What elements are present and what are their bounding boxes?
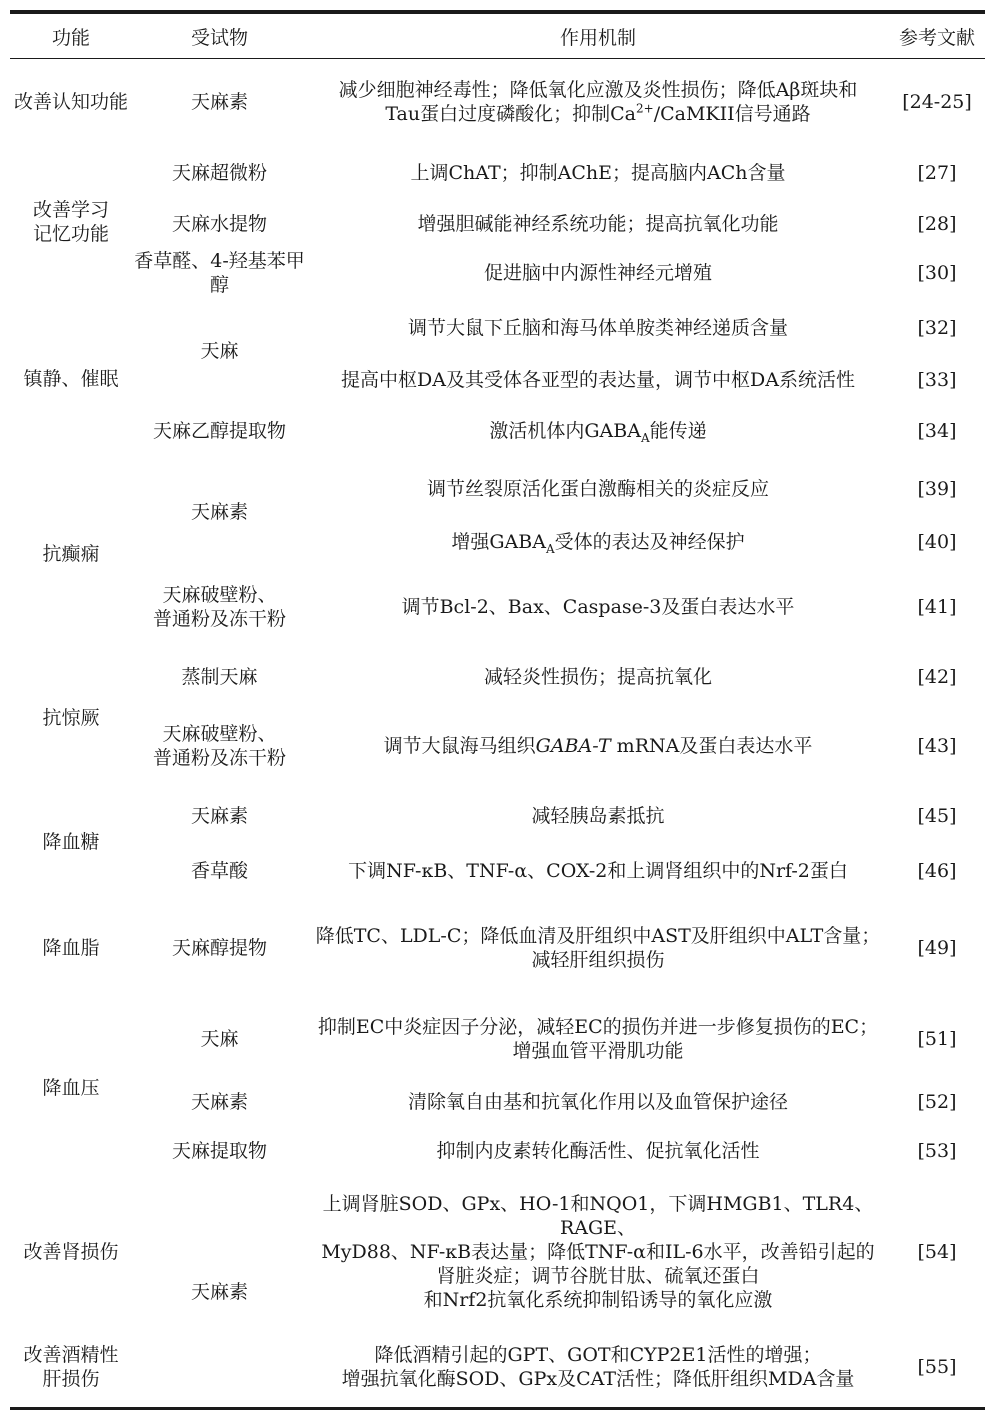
mechanism-cell: 调节Bcl-2、Bax、Caspase-3及蛋白表达水平 bbox=[401, 595, 795, 618]
subject-cell: 天麻醇提物 bbox=[171, 936, 267, 959]
table-row bbox=[10, 649, 985, 705]
reference-cell: [41] bbox=[917, 595, 957, 618]
subject-cell: 天麻素 bbox=[190, 1090, 248, 1113]
subject-cell: 天麻 bbox=[200, 1027, 239, 1050]
reference-cell: [24-25] bbox=[902, 90, 972, 113]
header-reference: 参考文献 bbox=[898, 26, 975, 49]
function-cell: 降血脂 bbox=[42, 936, 100, 959]
table-row bbox=[10, 897, 985, 999]
reference-cell: [45] bbox=[917, 804, 957, 827]
reference-cell: [52] bbox=[917, 1090, 957, 1113]
mechanism-text: 受体的表达及神经保护 bbox=[554, 530, 745, 553]
reference-cell: [46] bbox=[917, 859, 957, 882]
mechanism-cell: 减轻炎性损伤；提高抗氧化 bbox=[483, 665, 712, 688]
mechanism-text: 激活机体内GABA bbox=[489, 419, 641, 442]
table-row bbox=[10, 787, 985, 845]
table-row bbox=[10, 403, 985, 459]
mechanism-cell: 减轻胰岛素抵抗 bbox=[531, 804, 665, 827]
function-cell: 抗惊厥 bbox=[42, 706, 100, 729]
mechanism-line: 肾脏炎症；调节谷胱甘肽、硫氧还蛋白 bbox=[436, 1264, 760, 1287]
table-row bbox=[10, 1177, 985, 1327]
subject-cell: 香草酸 bbox=[190, 859, 248, 882]
subject-cell: 天麻乙醇提取物 bbox=[152, 419, 286, 442]
table-row bbox=[10, 59, 985, 145]
subject-cell: 天麻素 bbox=[190, 90, 248, 113]
subject-cell: 天麻水提物 bbox=[171, 212, 267, 235]
mechanism-line: /CaMKII信号通路 bbox=[653, 102, 811, 125]
subject-line: 普通粉及冻干粉 bbox=[152, 607, 286, 630]
subject-cell: 蒸制天麻 bbox=[181, 665, 258, 688]
function-cell: 降血压 bbox=[42, 1076, 100, 1099]
mechanism-cell: 增强胆碱能神经系统功能；提高抗氧化功能 bbox=[417, 212, 779, 235]
subscript: A bbox=[545, 541, 555, 556]
table-row bbox=[10, 247, 985, 299]
mechanism-cell bbox=[307, 1327, 889, 1409]
reference-cell: [54] bbox=[917, 1240, 957, 1263]
reference-cell: [53] bbox=[917, 1139, 957, 1162]
table-row bbox=[10, 1125, 985, 1177]
mechanism-text: 能传递 bbox=[649, 419, 707, 442]
reference-cell: [43] bbox=[917, 734, 957, 757]
mechanism-cell bbox=[307, 59, 889, 145]
mechanism-cell bbox=[307, 999, 889, 1079]
table-row bbox=[10, 565, 985, 649]
mechanism-cell bbox=[307, 705, 889, 787]
table-row bbox=[10, 999, 985, 1079]
mechanism-cell: 上调ChAT；抑制AChE；提高脑内ACh含量 bbox=[410, 161, 786, 184]
subject-cell bbox=[132, 705, 307, 787]
mechanism-cell bbox=[307, 897, 889, 999]
mechanism-cell: 抑制内皮素转化酶活性、促抗氧化活性 bbox=[436, 1139, 760, 1162]
function-cell: 改善肾损伤 bbox=[23, 1240, 119, 1263]
header-subject: 受试物 bbox=[190, 26, 248, 49]
table-row bbox=[10, 201, 985, 247]
subject-cell bbox=[132, 565, 307, 649]
subject-line: 普通粉及冻干粉 bbox=[152, 746, 286, 769]
mechanism-cell: 清除氧自由基和抗氧化作用以及血管保护途径 bbox=[407, 1090, 788, 1113]
subject-cell: 香草醛、4-羟基苯甲醇 bbox=[134, 249, 305, 296]
reference-cell: [28] bbox=[917, 212, 957, 235]
table-row bbox=[10, 145, 985, 201]
mechanism-cell: 下调NF-κB、TNF-α、COX-2和上调肾组织中的Nrf-2蛋白 bbox=[348, 859, 848, 882]
pharmacology-table bbox=[10, 10, 985, 1410]
table-row bbox=[10, 459, 985, 519]
mechanism-line: 和Nrf2抗氧化系统抑制铅诱导的氧化应激 bbox=[423, 1288, 773, 1311]
mechanism-line: 降低酒精引起的GPT、GOT和CYP2E1活性的增强； bbox=[374, 1343, 822, 1366]
mechanism-line: Tau蛋白过度磷酸化；抑制Ca bbox=[385, 102, 636, 125]
function-line: 改善酒精性 bbox=[23, 1343, 119, 1366]
mechanism-cell: 促进脑中内源性神经元增殖 bbox=[483, 261, 712, 284]
reference-cell: [27] bbox=[917, 161, 957, 184]
mechanism-line: 上调肾脏SOD、GPx、HO-1和NQO1，下调HMGB1、TLR4、RAGE、 bbox=[322, 1192, 874, 1239]
subject-cell: 天麻素 bbox=[190, 500, 248, 523]
subject-line: 天麻破壁粉、 bbox=[162, 722, 277, 745]
function-cell: 抗癫痫 bbox=[42, 542, 100, 565]
reference-cell: [34] bbox=[917, 419, 957, 442]
mechanism-cell: 提高中枢DA及其受体各亚型的表达量，调节中枢DA系统活性 bbox=[341, 368, 855, 391]
mechanism-text: mRNA及蛋白表达水平 bbox=[610, 734, 813, 757]
reference-cell: [33] bbox=[917, 368, 957, 391]
mechanism-text: 增强GABA bbox=[451, 530, 546, 553]
mechanism-cell bbox=[307, 403, 889, 459]
function-cell bbox=[10, 1327, 132, 1409]
mechanism-text: 调节大鼠海马组织 bbox=[383, 734, 536, 757]
mechanism-cell bbox=[307, 1177, 889, 1327]
subject-cell: 天麻超微粉 bbox=[171, 161, 267, 184]
function-line: 改善学习 bbox=[32, 198, 109, 221]
function-line: 肝损伤 bbox=[42, 1367, 100, 1390]
mechanism-line: 增强血管平滑肌功能 bbox=[512, 1039, 684, 1062]
table-row bbox=[10, 705, 985, 787]
function-cell: 改善认知功能 bbox=[13, 90, 128, 113]
header-mechanism: 作用机制 bbox=[559, 26, 636, 49]
subject-line: 天麻破壁粉、 bbox=[162, 583, 277, 606]
reference-cell: [55] bbox=[917, 1355, 957, 1378]
subject-cell: 天麻素 bbox=[190, 804, 248, 827]
header-function: 功能 bbox=[51, 26, 90, 49]
subject-cell: 天麻 bbox=[200, 339, 239, 362]
gene-name: GABA-T bbox=[535, 734, 611, 757]
table-row bbox=[10, 299, 985, 357]
mechanism-line: 降低TC、LDL-C；降低血清及肝组织中AST及肝组织中ALT含量； bbox=[315, 924, 881, 947]
reference-cell: [39] bbox=[917, 477, 957, 500]
function-cell: 降血糖 bbox=[42, 830, 100, 853]
table-row bbox=[10, 1079, 985, 1125]
function-line: 记忆功能 bbox=[32, 222, 109, 245]
mechanism-line: 减少细胞神经毒性；降低氧化应激及炎性损伤；降低Aβ斑块和 bbox=[338, 78, 858, 101]
mechanism-line: 抑制EC中炎症因子分泌，减轻EC的损伤并进一步修复损伤的EC； bbox=[317, 1015, 879, 1038]
mechanism-line: MyD88、NF-κB表达量；降低TNF-α和IL-6水平，改善铅引起的 bbox=[321, 1240, 875, 1263]
subject-cell: 天麻素 bbox=[190, 1280, 248, 1303]
mechanism-cell: 调节丝裂原活化蛋白激酶相关的炎症反应 bbox=[426, 477, 769, 500]
table-row bbox=[10, 845, 985, 897]
table-header-row bbox=[10, 12, 985, 59]
reference-cell: [42] bbox=[917, 665, 957, 688]
reference-cell: [32] bbox=[917, 316, 957, 339]
mechanism-line: 减轻肝组织损伤 bbox=[531, 948, 665, 971]
mechanism-line: 增强抗氧化酶SOD、GPx及CAT活性；降低肝组织MDA含量 bbox=[341, 1367, 855, 1390]
superscript: 2+ bbox=[636, 101, 654, 116]
reference-cell: [49] bbox=[917, 936, 957, 959]
mechanism-cell: 调节大鼠下丘脑和海马体单胺类神经递质含量 bbox=[407, 316, 788, 339]
function-cell: 镇静、催眠 bbox=[23, 367, 119, 390]
function-cell bbox=[10, 145, 132, 299]
reference-cell: [30] bbox=[917, 261, 957, 284]
reference-cell: [51] bbox=[917, 1027, 957, 1050]
subscript: A bbox=[640, 430, 650, 445]
mechanism-cell bbox=[307, 519, 889, 565]
reference-cell: [40] bbox=[917, 530, 957, 553]
subject-cell: 天麻提取物 bbox=[171, 1139, 267, 1162]
